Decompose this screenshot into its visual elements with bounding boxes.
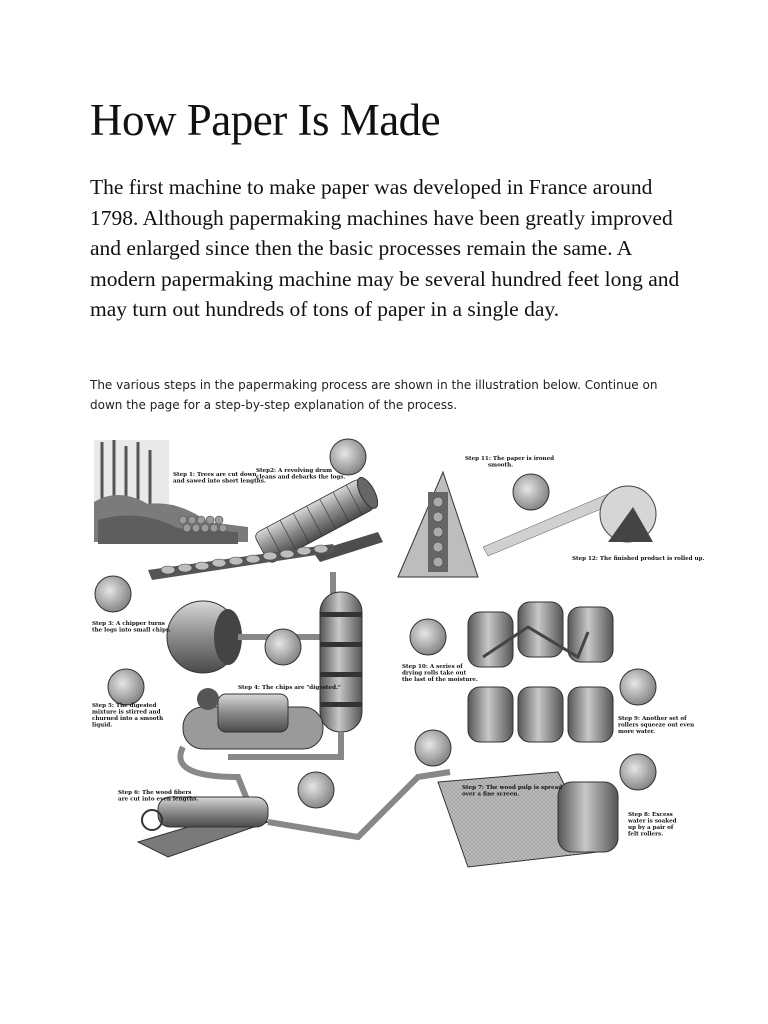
step-2-label: Step2: A revolving drum cleans and debarks the logs. xyxy=(256,468,346,481)
page-title: How Paper Is Made xyxy=(90,95,441,145)
illustration-note: The various steps in the papermaking process are shown in the illustration below. Continue on down the page for a step-by-step explanation of the process. xyxy=(90,378,658,412)
papermaking-illustration xyxy=(88,432,705,892)
step-3-label: Step 3: A chipper turns the logs into small chips. xyxy=(92,621,171,634)
log-conveyor xyxy=(148,544,336,580)
fiber-cutter xyxy=(138,772,450,857)
step-12-label: Step 12: The finished product is rolled up. xyxy=(572,556,705,562)
calender-stack xyxy=(398,472,549,577)
step-8-label: Step 8: Excess water is soaked up by a pair of felt rollers. xyxy=(628,812,677,838)
forest-scene xyxy=(94,440,248,544)
step-11-label: Step 11: The paper is ironed smooth. xyxy=(465,456,555,469)
finished-roll xyxy=(483,486,656,556)
step-5-label: Step 5: The digested mixture is stirred and churned into a smooth liquid. xyxy=(92,703,164,729)
drying-rolls xyxy=(410,602,613,667)
step-7-label: Step 7: The wood pulp is spread over a fine screen. xyxy=(462,785,563,798)
step-10-label: Step 10: A series of drying rolls take out the last of the moisture. xyxy=(402,664,478,683)
step-1-label: Step 1: Trees are cut down and sawed into short lengths. xyxy=(173,472,266,485)
intro-paragraph: The first machine to make paper was developed in France around 1798. Although papermaking machines have been greatly improved and enlarged since then the basic processes remain the same. A modern papermaking machine may be several hundred feet long and may turn out hundreds of tons of paper in a single day. xyxy=(90,175,680,322)
step-9-label: Step 9: Another set of rollers squeeze out even more water. xyxy=(618,716,695,735)
step-4-label: Step 4: The chips are "digested." xyxy=(238,685,341,691)
step-6-label: Step 6: The wood fibers are cut into even lengths. xyxy=(118,790,199,803)
